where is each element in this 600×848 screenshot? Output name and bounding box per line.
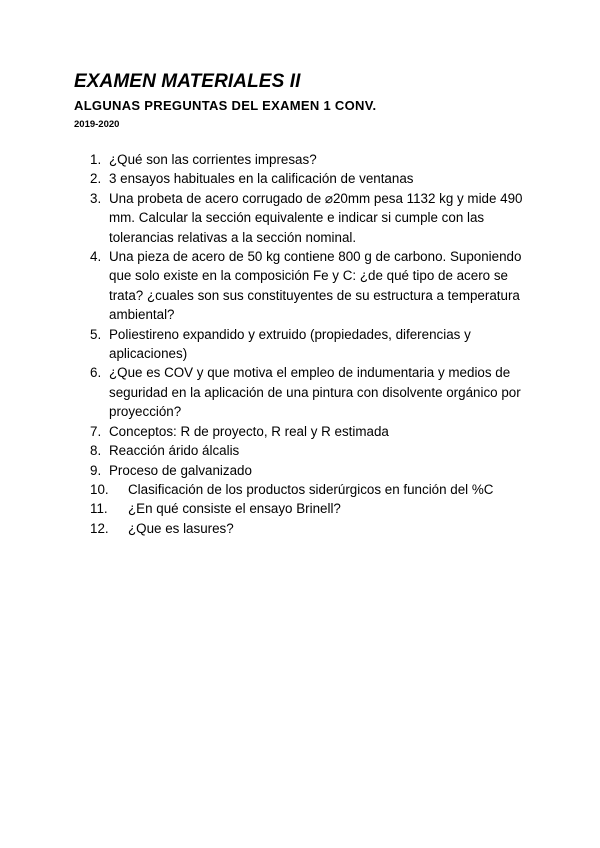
- question-text: Clasificación de los productos siderúrgicos en función del %C: [128, 481, 494, 497]
- question-list: [74, 150, 534, 538]
- question-text: Conceptos: R de proyecto, R real y R estimada: [109, 423, 389, 439]
- question-item: [74, 441, 534, 460]
- question-item: [74, 461, 534, 480]
- question-number: 9.: [90, 462, 102, 478]
- question-text: ¿Que es COV y que motiva el empleo de indumentaria y medios de seguridad en la aplicación de una pintura con disolvente orgánico por proyección?: [109, 365, 521, 420]
- question-number: 5.: [90, 326, 102, 342]
- document-title: EXAMEN MATERIALES II: [74, 71, 301, 92]
- question-item: [74, 189, 534, 247]
- question-item: [74, 519, 534, 538]
- question-text: ¿Que es lasures?: [128, 520, 234, 536]
- question-text: ¿En qué consiste el ensayo Brinell?: [128, 501, 341, 517]
- question-text: Una pieza de acero de 50 kg contiene 800 g de carbono. Suponiendo que solo existe en la composición Fe y C: ¿de qué tipo de acero se trata? ¿cuales son sus constituyentes de su estructura a temperatura ambiental?: [109, 249, 522, 323]
- question-text: Reacción árido álcalis: [109, 443, 240, 459]
- question-number: 4.: [90, 249, 102, 265]
- question-item: [74, 363, 534, 421]
- question-number: 10.: [90, 481, 109, 497]
- question-item: [74, 422, 534, 441]
- question-text: Poliestireno expandido y extruido (propiedades, diferencias y aplicaciones): [109, 326, 471, 362]
- question-text: ¿Qué son las corrientes impresas?: [109, 152, 317, 167]
- question-number: 3.: [90, 190, 102, 206]
- question-item: [74, 150, 534, 169]
- question-number: 2.: [90, 171, 102, 187]
- question-text: Una probeta de acero corrugado de ⌀20mm pesa 1132 kg y mide 490 mm. Calcular la sección equivalente e indicar si cumple con las tolerancias relativas a la sección nominal.: [109, 190, 523, 245]
- question-item: [74, 480, 534, 499]
- question-item: [74, 247, 534, 325]
- question-number: 11.: [90, 501, 108, 517]
- question-number: 7.: [90, 423, 102, 439]
- question-number: 1.: [90, 152, 102, 167]
- document-subtitle: ALGUNAS PREGUNTAS DEL EXAMEN 1 CONV.: [74, 98, 377, 113]
- question-text: 3 ensayos habituales en la calificación de ventanas: [109, 171, 414, 187]
- academic-year: 2019-2020: [74, 119, 120, 130]
- question-number: 6.: [90, 365, 102, 381]
- question-number: 12.: [90, 520, 109, 536]
- question-number: 8.: [90, 443, 102, 459]
- question-text: Proceso de galvanizado: [109, 462, 252, 478]
- question-item: [74, 499, 534, 518]
- question-item: [74, 169, 534, 188]
- question-item: [74, 325, 534, 364]
